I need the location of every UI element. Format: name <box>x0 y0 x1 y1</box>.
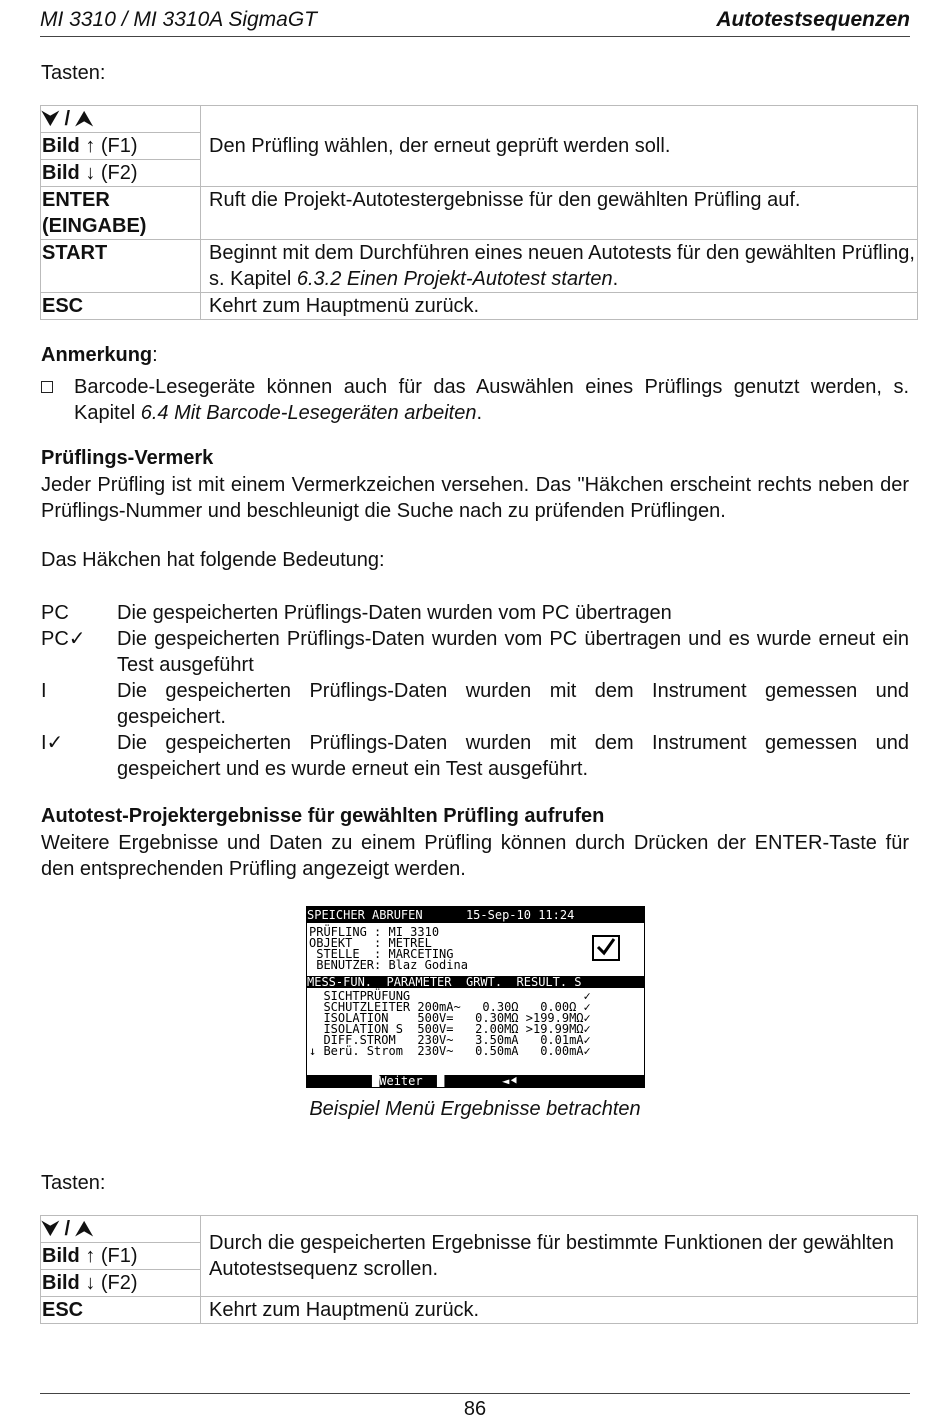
keys-label-1: Tasten: <box>41 62 106 84</box>
header-manual-title: MI 3310 / MI 3310A SigmaGT <box>40 8 318 31</box>
key-page-down: Bild ↓ (F2) <box>41 1270 201 1297</box>
screen-column-header: MESS-FUN. PARAMETER GRWT. RESULT. S <box>307 976 644 988</box>
key-desc-select: Den Prüfling wählen, der erneut geprüft werden soll. <box>201 106 918 187</box>
results-heading: Autotest-Projektergebnisse für gewählten Prüfling aufrufen <box>41 805 605 827</box>
key-arrows: ⮟ / ⮝ <box>41 106 201 133</box>
screen-result-row: ISOLATION S 500V= 2.00MΩ >19.99MΩ✓ <box>309 1022 591 1036</box>
keys-label-2: Tasten: <box>41 1172 106 1194</box>
key-desc-esc: Kehrt zum Hauptmenü zurück. <box>201 293 918 320</box>
results-text: Weitere Ergebnisse und Daten zu einem Prüfling können durch Drücken der ENTER-Taste für den entsprechenden Prüfling angezeigt werden. <box>41 832 909 880</box>
key-esc: ESC <box>41 1297 201 1324</box>
key-page-up: Bild ↑ (F1) <box>41 133 201 160</box>
mark-item-pc-check: PC✓ Die gespeicherten Prüflings-Daten wurden vom PC übertragen und es wurde erneut ein Test ausgeführt <box>41 628 909 676</box>
key-arrows: ⮟ / ⮝ <box>41 1216 201 1243</box>
screen-result-row: DIFF.STROM 230V~ 3.50mA 0.01mA✓ <box>309 1033 591 1047</box>
checked-box-icon <box>592 935 620 961</box>
key-desc-start: Beginnt mit dem Durchführen eines neuen Autotests für den gewählten Prüfling, s. Kapitel 6.3.2 Einen Projekt-Autotest starten. <box>201 240 918 293</box>
note-heading: Anmerkung: <box>41 344 158 366</box>
key-enter: ENTER (EINGABE) <box>41 187 201 240</box>
screen-info-line: STELLE : MARCETING <box>309 947 454 961</box>
page-number: 86 <box>463 1398 487 1420</box>
mark-item-i: I Die gespeicherten Prüflings-Daten wurden mit dem Instrument gemessen und gespeichert. <box>41 680 909 728</box>
screen-info-line: BENUTZER: Blaz Godina <box>309 958 468 972</box>
screen-result-row: SCHUTZLEITER 200mA~ 0.30Ω 0.00Ω ✓ <box>309 1000 591 1014</box>
screen-result-row: ↓ Berü. Strom 230V~ 0.50mA 0.00mA✓ <box>309 1044 591 1058</box>
key-page-down: Bild ↓ (F2) <box>41 160 201 187</box>
mark-meaning: Das Häkchen hat folgende Bedeutung: <box>41 549 385 571</box>
screen-info-line: OBJEKT : METREL <box>309 936 432 950</box>
instrument-screen <box>306 906 645 1088</box>
keys-table-2 <box>40 1215 918 1324</box>
mark-heading: Prüflings-Vermerk <box>41 447 214 469</box>
key-desc-scroll: Durch die gespeicherten Ergebnisse für bestimmte Funktionen der gewählten Autotestsequenz scrollen. <box>201 1216 918 1297</box>
screen-caption: Beispiel Menü Ergebnisse betrachten <box>309 1098 641 1120</box>
note-bullet <box>41 374 909 426</box>
mark-item-i-check: I✓ Die gespeicherten Prüflings-Daten wurden mit dem Instrument gemessen und gespeichert und es wurde erneut ein Test ausgeführt. <box>41 732 909 780</box>
note-text: Barcode-Lesegeräte können auch für das Auswählen eines Prüflings genutzt werden, s. Kapitel 6.4 Mit Barcode-Lesegeräten arbeiten. <box>74 376 909 424</box>
key-desc-esc: Kehrt zum Hauptmenü zurück. <box>201 1297 918 1324</box>
screen-result-row: SICHTPRÜFUNG ✓ <box>309 989 591 1003</box>
key-page-up: Bild ↑ (F1) <box>41 1243 201 1270</box>
mark-text: Jeder Prüfling ist mit einem Vermerkzeichen versehen. Das "Häkchen erscheint rechts neben der Prüflings-Nummer und beschleunigt die Suche nach zu prüfenden Prüflingen. <box>41 474 909 522</box>
keys-table-1 <box>40 105 918 320</box>
key-start: START <box>41 240 201 293</box>
screen-info-line: PRÜFLING : MI 3310 <box>309 925 440 939</box>
mark-item-pc: PC Die gespeicherten Prüflings-Daten wurden vom PC übertragen <box>41 602 672 624</box>
bullet-square-icon <box>41 381 53 393</box>
footer-rule <box>40 1393 910 1394</box>
page-header <box>40 8 910 37</box>
screen-result-row: ISOLATION 500V= 0.30MΩ >199.9MΩ✓ <box>309 1011 591 1025</box>
screen-softkey-bar: █Weiter █ ◄⯇ <box>307 1075 644 1087</box>
mark-definition-list <box>41 600 909 782</box>
header-chapter-title: Autotestsequenzen <box>716 8 910 31</box>
screen-title-bar: SPEICHER ABRUFEN 15-Sep-10 11:24 <box>307 907 644 923</box>
key-esc: ESC <box>41 293 201 320</box>
key-desc-enter: Ruft die Projekt-Autotestergebnisse für den gewählten Prüfling auf. <box>201 187 918 240</box>
